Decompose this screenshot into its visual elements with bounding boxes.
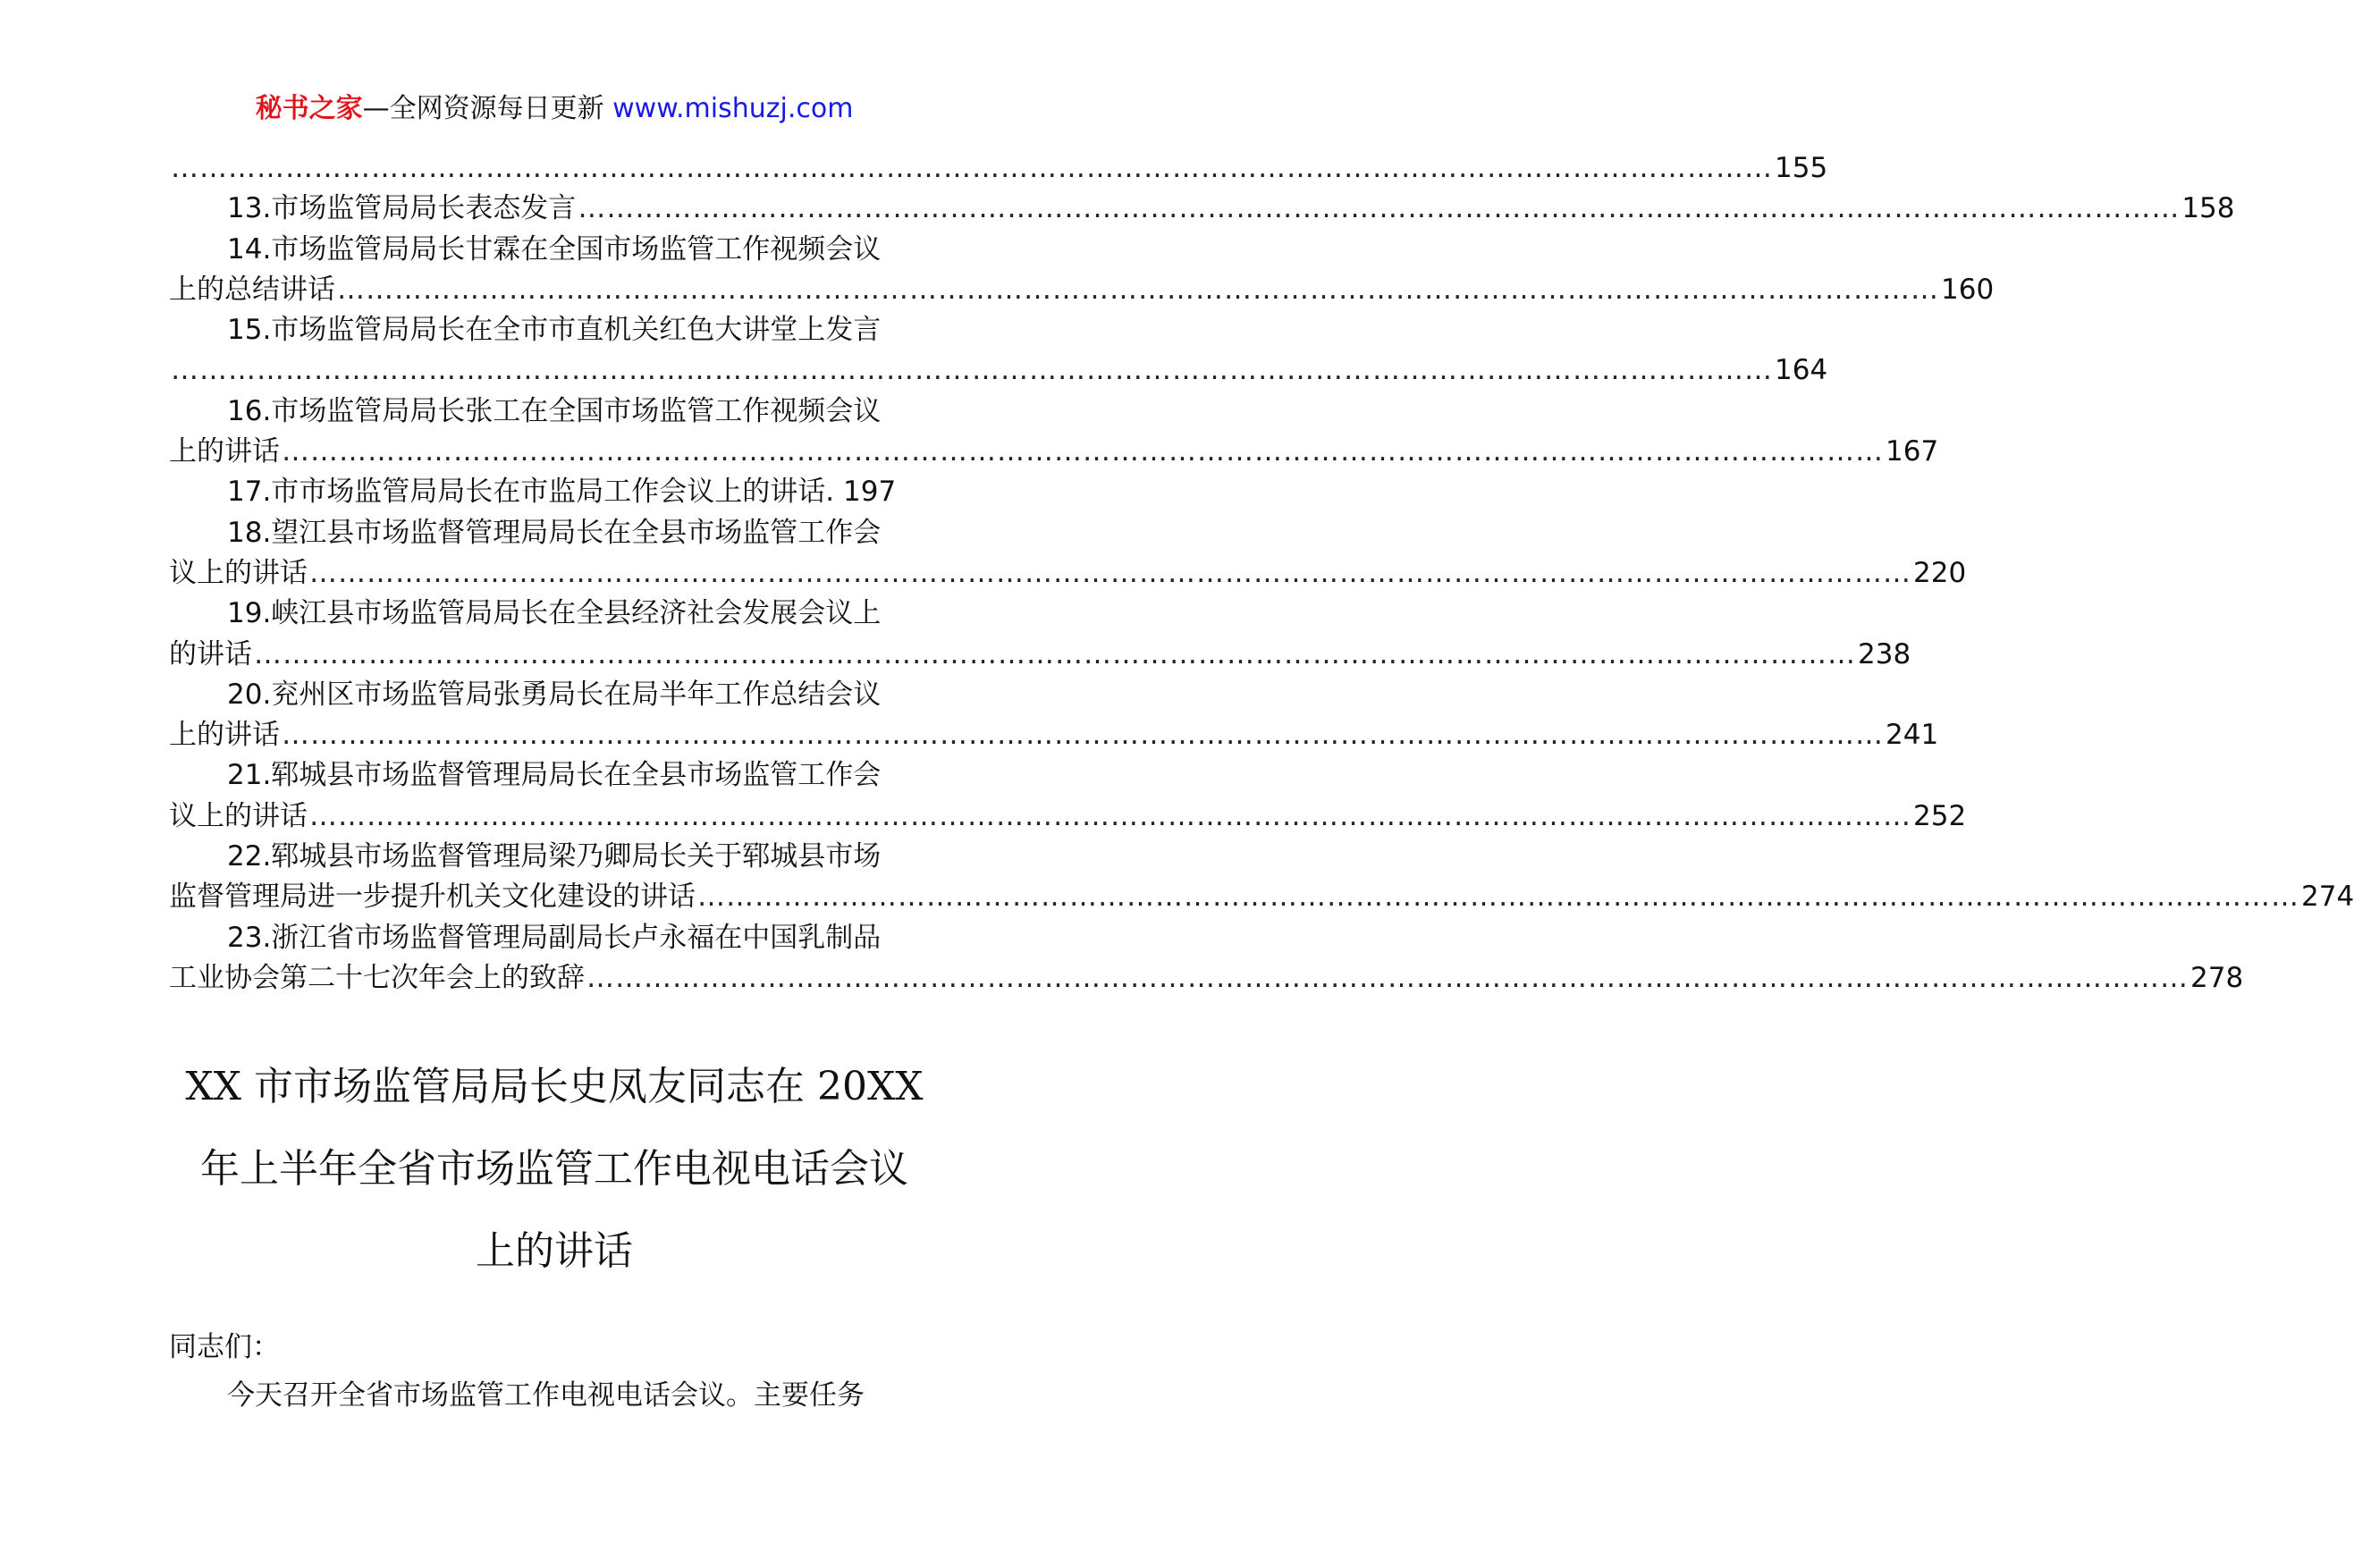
toc-page-number: 278 [2190, 961, 2244, 994]
toc-leader-dots: …………………………………………………………………………………………………………………………………………………… [337, 273, 1939, 306]
toc-entry-line[interactable] [169, 675, 943, 715]
document-body [169, 1323, 943, 1420]
toc-page-number: 274 [2301, 881, 2354, 914]
toc-entry-line[interactable] [169, 837, 943, 877]
toc-entry-text: 监督管理局进一步提升机关文化建设的讲话 [169, 881, 696, 914]
toc-page-number: 158 [2181, 192, 2235, 225]
toc-entry-line[interactable] [169, 877, 2354, 917]
toc-entry-text: 议上的讲话 [169, 556, 308, 589]
toc-entry-line[interactable] [169, 635, 1911, 675]
toc-leader-dots: …………………………………………………………………………………………………………………………………………………… [309, 556, 1911, 589]
toc-leader-dots: …………………………………………………………………………………………………………………………………………………… [578, 192, 2181, 225]
toc-entry-text: 20.兖州区市场监管局张勇局长在局半年工作总结会议 [227, 678, 882, 711]
toc-entry-text: 18.望江县市场监督管理局局长在全县市场监管工作会 [227, 516, 882, 549]
toc-leader-dots: …………………………………………………………………………………………………………………………………………………… [586, 961, 2189, 994]
toc-entry-text: 16.市场监管局局长张工在全国市场监管工作视频会议 [227, 394, 882, 427]
toc-page-number: 155 [1775, 152, 1828, 184]
body-paragraph: 今天召开全省市场监管工作电视电话会议。主要任务 [227, 1379, 865, 1412]
toc-entry-line[interactable] [169, 715, 1939, 755]
title-line-1: XX 市市场监管局局长史凤友同志在 20XX [185, 1064, 924, 1109]
site-header [0, 89, 1109, 129]
toc-entry-text: 22.郓城县市场监督管理局梁乃卿局长关于郓城县市场 [227, 840, 882, 873]
toc-leader-dots: …………………………………………………………………………………………………………………………………………………… [254, 637, 1856, 670]
toc-entry-text: 上的讲话 [169, 719, 280, 752]
toc-page-number: 164 [1775, 354, 1828, 387]
toc-entry-text: 14.市场监管局局长甘霖在全国市场监管工作视频会议 [227, 232, 882, 266]
title-line-3: 上的讲话 [476, 1228, 633, 1274]
toc-leader-dots: …………………………………………………………………………………………………………………………………………………… [282, 719, 1884, 752]
toc-entry-line[interactable] [169, 270, 1995, 310]
toc-entry-line[interactable] [169, 797, 1967, 837]
toc-page-number: 167 [1886, 435, 1939, 468]
toc-entry-text: 上的讲话 [169, 435, 280, 468]
toc-entry-line[interactable] [169, 392, 943, 432]
toc-entry-text: 议上的讲话 [169, 799, 308, 832]
toc-page-number: 241 [1886, 719, 1939, 752]
toc-entry-line[interactable] [169, 553, 1967, 594]
salutation: 同志们： [169, 1331, 280, 1363]
toc-entry-line[interactable] [169, 230, 943, 270]
toc-entry-text: 21.郓城县市场监督管理局局长在全县市场监管工作会 [227, 759, 882, 792]
toc-entry-text: 工业协会第二十七次年会上的致辞 [169, 961, 585, 994]
toc-entry-text: 15.市场监管局局长在全市市直机关红色大讲堂上发言 [227, 314, 882, 347]
toc-entry-line[interactable] [169, 148, 1828, 189]
document-title [152, 1046, 957, 1293]
toc-entry-line[interactable] [169, 918, 943, 958]
toc-page-number: 252 [1913, 799, 1967, 832]
title-line-2: 年上半年全省市场监管工作电视电话会议 [200, 1146, 908, 1192]
toc-entry-line[interactable] [169, 189, 2235, 229]
toc-entry-text: 13.市场监管局局长表态发言 [227, 192, 577, 225]
toc-entry-text: 上的总结讲话 [169, 273, 335, 306]
toc-page-number: 220 [1913, 556, 1967, 589]
toc-entry-text: 23.浙江省市场监督管理局副局长卢永福在中国乳制品 [227, 921, 882, 954]
toc-entry-line[interactable] [169, 594, 943, 634]
brand-name: 秘书之家 [255, 93, 363, 124]
toc-page-number: 238 [1858, 637, 1911, 670]
toc-leader-dots: …………………………………………………………………………………………………………………………………………………… [171, 152, 1773, 184]
toc-entry-text: 的讲话 [169, 637, 252, 670]
site-url-link[interactable]: www.mishuzj.com [612, 93, 854, 124]
toc-entry-line[interactable] [169, 432, 1939, 472]
toc-entry-line[interactable] [169, 513, 943, 553]
toc-entry-line[interactable] [169, 755, 943, 796]
toc-entry-line[interactable] [169, 958, 2244, 999]
header-tagline: —全网资源每日更新 [362, 93, 613, 124]
toc-leader-dots: …………………………………………………………………………………………………………………………………………………… [697, 881, 2299, 914]
toc-page-number: 160 [1941, 273, 1995, 306]
table-of-contents [169, 148, 2354, 999]
toc-leader-dots: …………………………………………………………………………………………………………………………………………………… [309, 799, 1911, 832]
toc-leader-dots: …………………………………………………………………………………………………………………………………………………… [282, 435, 1884, 468]
toc-leader-dots: …………………………………………………………………………………………………………………………………………………… [171, 354, 1773, 387]
toc-entry-text: 19.峡江县市场监管局局长在全县经济社会发展会议上 [227, 597, 882, 630]
toc-entry-line[interactable] [169, 310, 943, 350]
toc-entry-line[interactable] [169, 350, 1828, 391]
toc-entry-text: 17.市市场监管局局长在市监局工作会议上的讲话. 197 [227, 476, 897, 509]
toc-entry-line[interactable] [169, 472, 943, 512]
